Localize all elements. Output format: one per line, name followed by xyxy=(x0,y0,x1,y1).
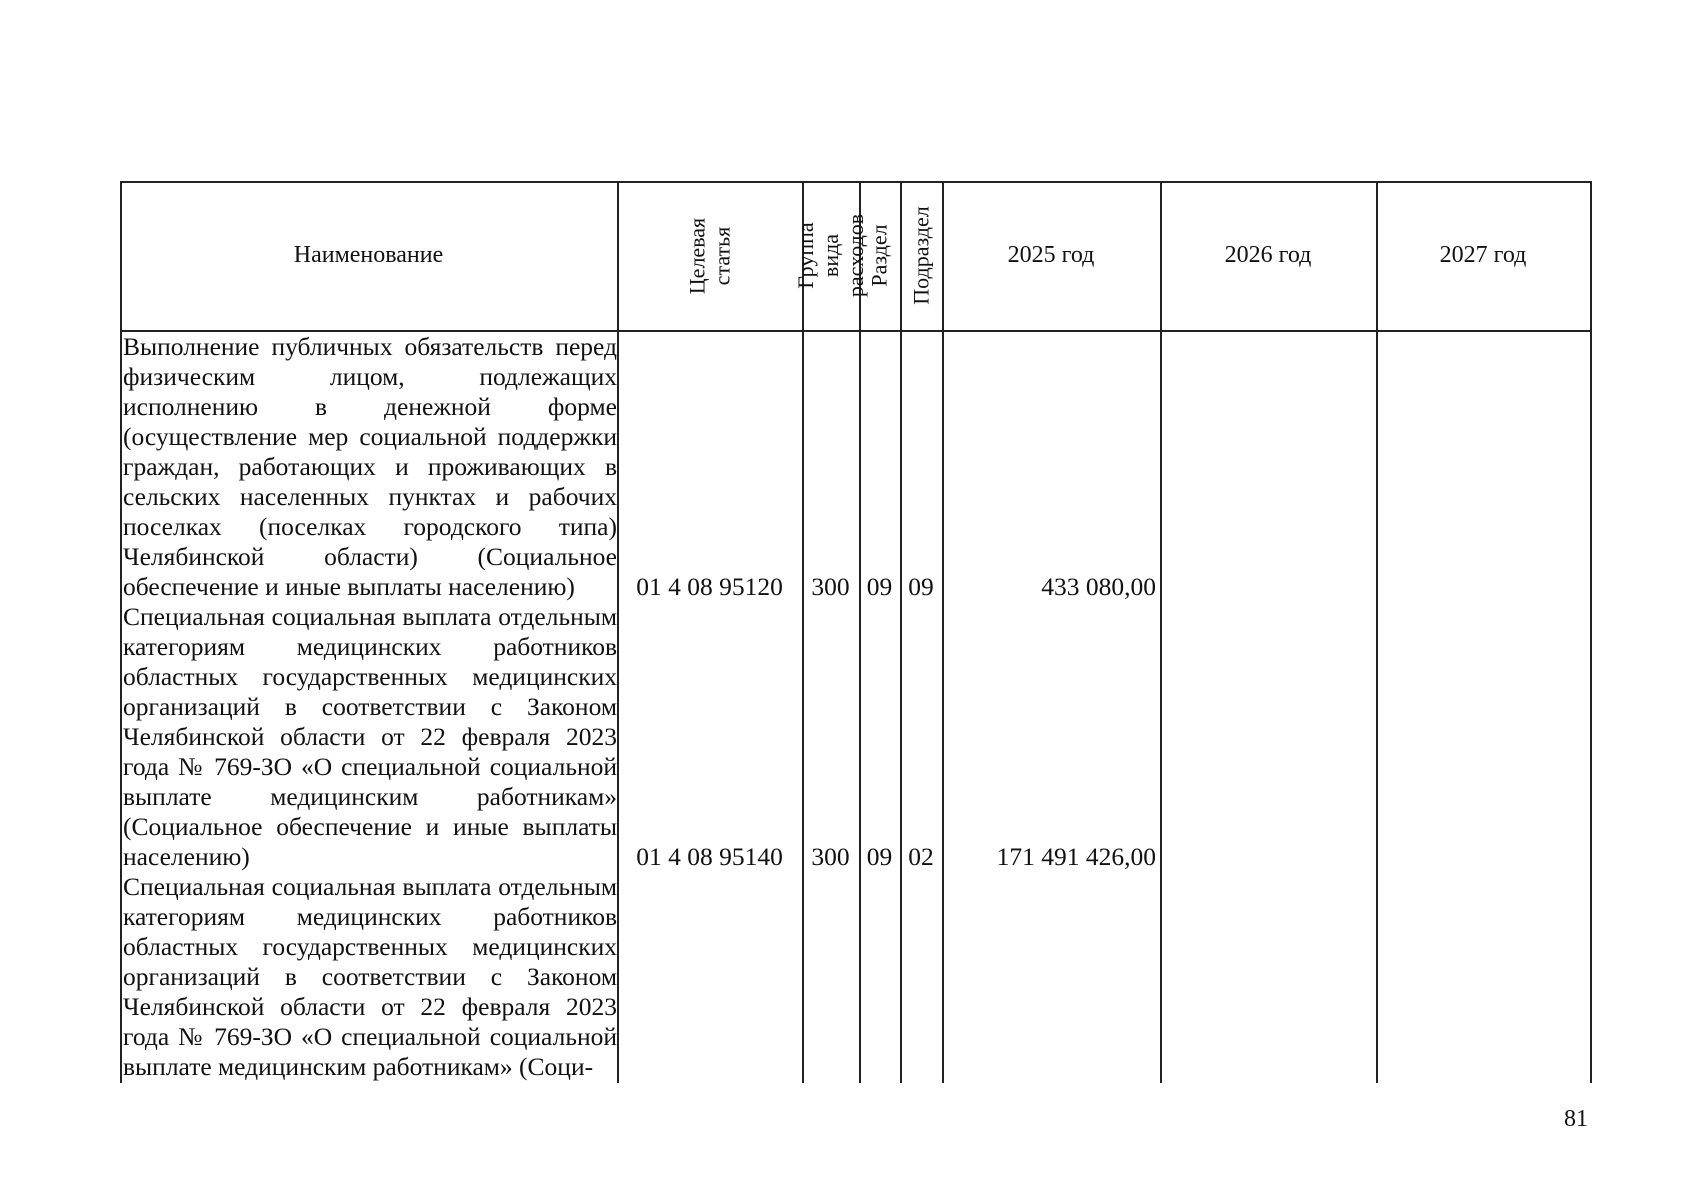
page-number: 81 xyxy=(1564,1106,1588,1132)
header-group xyxy=(793,181,868,330)
row-2-target: 01 4 08 95140 xyxy=(636,842,783,871)
row-3-name: Специальная социальная выплата отдельным категориям медицинских работников областных государственных медицинских организаций в соответствии с Законом Челябинской области от 22 февраля 2023 года № 769-ЗО «О специальной социальной выплате медицинским работникам» (Соци- xyxy=(123,872,617,1081)
header-subsection-text: Подраздел xyxy=(908,206,934,305)
col-border-right xyxy=(1590,181,1592,1083)
header-name: Наименование xyxy=(293,242,444,268)
header-2025: 2025 год xyxy=(1007,242,1095,268)
row-1-subsection: 09 xyxy=(908,572,934,601)
row-2-2025: 171 491 426,00 xyxy=(996,842,1156,871)
row-1-group: 300 xyxy=(811,572,850,601)
header-group-text: Группа вида расходов xyxy=(793,213,868,298)
header-section-text: Раздел xyxy=(867,224,893,287)
row-2-section: 09 xyxy=(866,842,893,871)
row-1-section: 09 xyxy=(866,572,893,601)
row-1-name: Выполнение публичных обязательств перед физическим лицом, подлежащих исполнению в денежной форме (осуществление мер социальной поддержки граждан, работающих и проживающих в сельских населенных пунктах и рабочих поселках (поселках городского типа) Челябинской области) (Социальное обеспечение и иные выплаты населению) xyxy=(123,332,617,601)
row-2-group: 300 xyxy=(811,842,850,871)
name-column xyxy=(123,332,617,1082)
row-2-name: Специальная социальная выплата отдельным категориям медицинских работников областных государственных медицинских организаций в соответствии с Законом Челябинской области от 22 февраля 2023 года № 769-ЗО «О специальной социальной выплате медицинским работникам» (Социальное обеспечение и иные выплаты населению) xyxy=(123,602,617,871)
header-2027: 2027 год xyxy=(1439,242,1527,268)
row-1-target: 01 4 08 95120 xyxy=(636,572,783,601)
header-section xyxy=(859,181,900,330)
budget-table xyxy=(120,181,1592,1083)
header-subsection xyxy=(900,181,942,330)
header-target-text: Целевая статья xyxy=(684,217,735,294)
header-target xyxy=(617,181,802,330)
row-2-subsection: 02 xyxy=(908,842,934,871)
row-1-2025: 433 080,00 xyxy=(1041,572,1156,601)
header-2026: 2026 год xyxy=(1224,242,1312,268)
